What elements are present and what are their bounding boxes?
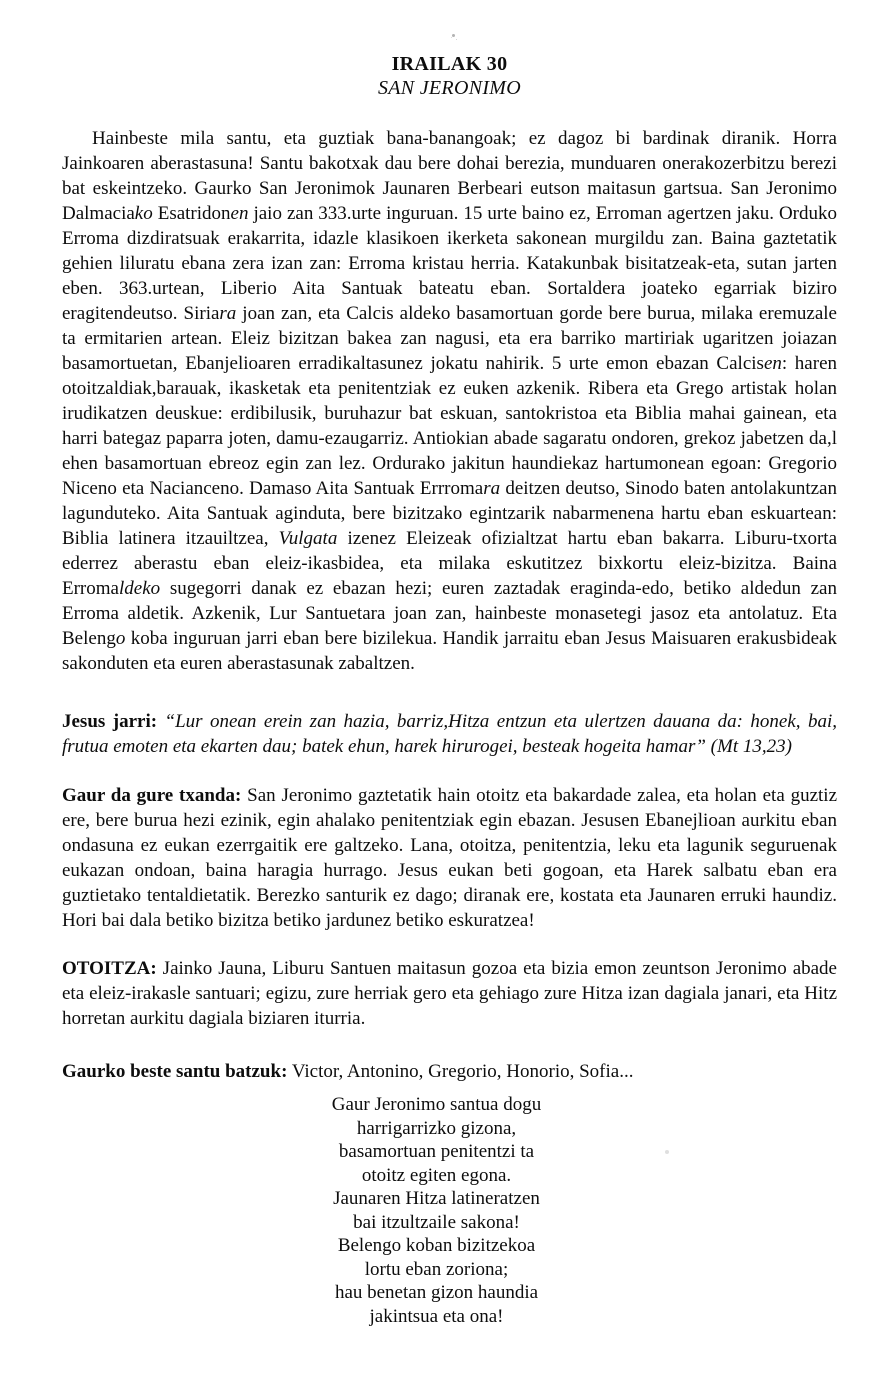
text-run: en bbox=[230, 203, 249, 224]
text-run: ko bbox=[134, 203, 153, 224]
text-run: Victor, Antonino, Gregorio, Honorio, Sofia... bbox=[287, 1061, 634, 1082]
section-gaur-da-gure-txanda bbox=[62, 783, 837, 933]
jesus-jarri-label: Jesus jarri: bbox=[62, 711, 158, 732]
poem-line: basamortuan penitentzi ta bbox=[338, 1141, 535, 1162]
section-otoitza bbox=[62, 956, 837, 1031]
gaur-da-gure-txanda-text bbox=[62, 785, 837, 931]
text-run: joan zan, eta Calcis aldeko basamortuan gorde bere burua, milaka eremuzale ta ermitarien artean. Eleiz bizitzan bakea zan nagusi, eta era barriko martiriak ugaritzen joiazan basamortuetan, Ebanjelioaren erradikaltasunez jokatu nahirik. 5 urte emon ebazan Calcis bbox=[62, 303, 837, 374]
main-paragraph bbox=[62, 126, 837, 676]
document-content bbox=[62, 52, 837, 1328]
text-run: ldeko bbox=[118, 578, 161, 599]
text-run: Hainbeste mila santu, eta guztiak bana-banangoak; ez dagoz bi bardinak diranik. Horra Jainkoaren aberastasuna! Santu bakotxak dau bere dohai berezia, munduaren onerakozerbitzu berezi bat eskeintzeko. Gaurko San Jeronimok Jaunaren Berbeari eutson maitasun gartsua. San Jeronimo Dalmacia bbox=[62, 128, 837, 224]
poem-line: hau benetan gizon haundia bbox=[334, 1282, 539, 1303]
otoitza-label: OTOITZA: bbox=[62, 958, 157, 979]
poem-line: lortu eban zoriona; bbox=[364, 1258, 509, 1280]
text-run: koba inguruan jarri eban bere bizilekua. Handik jarraitu eban Jesus Maisuaren erakusbideak sakonduten eta euren aberastasunak zabaltzen. bbox=[62, 628, 837, 674]
beste-santuak-label: Gaurko beste santu batzuk: bbox=[62, 1061, 288, 1082]
text-run bbox=[157, 711, 164, 732]
text-run: izenez Eleizeak ofizialtzat hartu eban bakarra. Liburu-txorta ederrez aberastu eban eleiz-ikasbidea, eta milaka eskutitzez bixkortu eleiz-bizitza. Baina Erroma bbox=[62, 528, 838, 599]
text-run: : haren otoitzaldiak,barauak, ikasketak eta penitentziak ez euken azkenik. Ribera eta Grego artistak holan irudikatzen deuskue: erdibilusik, buruhazur bat eskuan, santokristoa eta Biblia mahai gainean, eta harri bategaz paparra joten, damu-ezaugarriz. Antiokian abade sagaratu ondoren, grekoz jabetzen da,l ehen basamortuan ebreoz egin zan lez. Ordurako jakitun haundiekaz hartumonean egoan: Gregorio Niceno eta Nacianceno. Damaso Aita Santuak Errroma bbox=[62, 353, 837, 499]
poem-line: harrigarrizko gizona, bbox=[356, 1117, 517, 1139]
jesus-jarri-quote bbox=[62, 711, 837, 757]
text-run: deitzen deutso, Sinodo baten antolakuntzan lagunduteko. Aita Santuak aginduta, bere bizitzako egintzarik nabarmenena hartu eban eskuartean: Biblia latinera itzauiltzea, bbox=[62, 478, 837, 549]
poem-line: bai itzultzaile sakona! bbox=[353, 1211, 520, 1233]
text-run: Jainko Jauna, Liburu Santuen maitasun gozoa eta bizia emon zeuntson Jeronimo abade eta eleiz-irakasle santuari; egizu, zure herriak gero eta gehiago zure Hitza izan dagiala janari, eta Hitz horretan aurkitu dagiala biziaren iturria. bbox=[62, 958, 837, 1029]
page-subtitle: SAN JERONIMO bbox=[377, 77, 521, 99]
text-run: en bbox=[763, 353, 782, 374]
text-run: ra bbox=[483, 478, 501, 499]
poem-line: jakintsua eta ona! bbox=[369, 1305, 504, 1327]
text-run: jaio zan 333.urte inguruan. 15 urte baino ez, Erroman agertzen jaku. Orduko Erroma dizdiratsuak erakarrita, idazle klasikoen ikerketa sakonean murgildu zan. Baina gaztetatik gehien liluratu ebana zera izan zan: Erroma kristau herria. Katakunbak bisitatzeak-eta, sutan jarten eben. 363.urtean, Liberio Aita Santuak bateatu eban. Sortaldera joateko egarriak biziro eragitendeutso. Siria bbox=[62, 203, 837, 324]
text-run: “Lur onean erein zan hazia, barriz,Hitza entzun eta ulertzen dauana da: honek, bai, frutua emoten eta ekarten dau; batek ehun, harek hirurogei, besteak hogeita hamar” (Mt 13,23) bbox=[62, 711, 838, 757]
poem-line: otoitz egiten egona. bbox=[361, 1164, 512, 1186]
poem bbox=[49, 1093, 824, 1328]
section-jesus-jarri bbox=[62, 709, 837, 759]
poem-line: Gaur Jeronimo santua dogu bbox=[331, 1094, 542, 1115]
text-run: ra bbox=[219, 303, 237, 324]
text-run: San Jeronimo gaztetatik hain otoitz eta bakardade zalea, eta holan eta guztiz ere, bere burua hezi ezinik, egin ahalako penitentziak egin ebazan. Jesusen Ebanejlioan aurkitu eban ondasuna ez eukan ezerrgaitik ere galtzeko. Lana, otoitza, penitentzia, leku eta lagunik seguruenak eukazan ondoan, baina haragia hurrago. Jesus eukan beti gogoan, eta Harek salbatu eban era guztietako tentaldietatik. Berezko santurik ez dago; diranak ere, kostata eta Jaunaren erruki haundiz. Hori bai dala betiko bizitza betiko jardunez betiko eskuratzea! bbox=[62, 785, 837, 931]
text-run: Esatridon bbox=[152, 203, 231, 224]
text-run: sugegorri danak ez ebazan hezi; euren zaztadak eraginda-edo, betiko aldedun zan Erroma aldetik. Azkenik, Lur Santuetara joan zan, hainbeste monasetegi jasoz eta antolatuz. Eta Beleng bbox=[62, 578, 837, 649]
text-run: o bbox=[115, 628, 126, 649]
text-run: Vulgata bbox=[278, 528, 338, 549]
poem-line: Jaunaren Hitza latineratzen bbox=[333, 1188, 540, 1209]
otoitza-text bbox=[62, 958, 837, 1029]
scan-artifact bbox=[452, 34, 455, 37]
poem-line: Belengo koban bizitzekoa bbox=[337, 1235, 536, 1256]
gaur-da-gure-txanda-label: Gaur da gure txanda: bbox=[62, 785, 242, 806]
section-beste-santuak bbox=[62, 1059, 837, 1084]
page-title: IRAILAK 30 bbox=[391, 53, 508, 75]
beste-santuak-text bbox=[287, 1061, 633, 1082]
